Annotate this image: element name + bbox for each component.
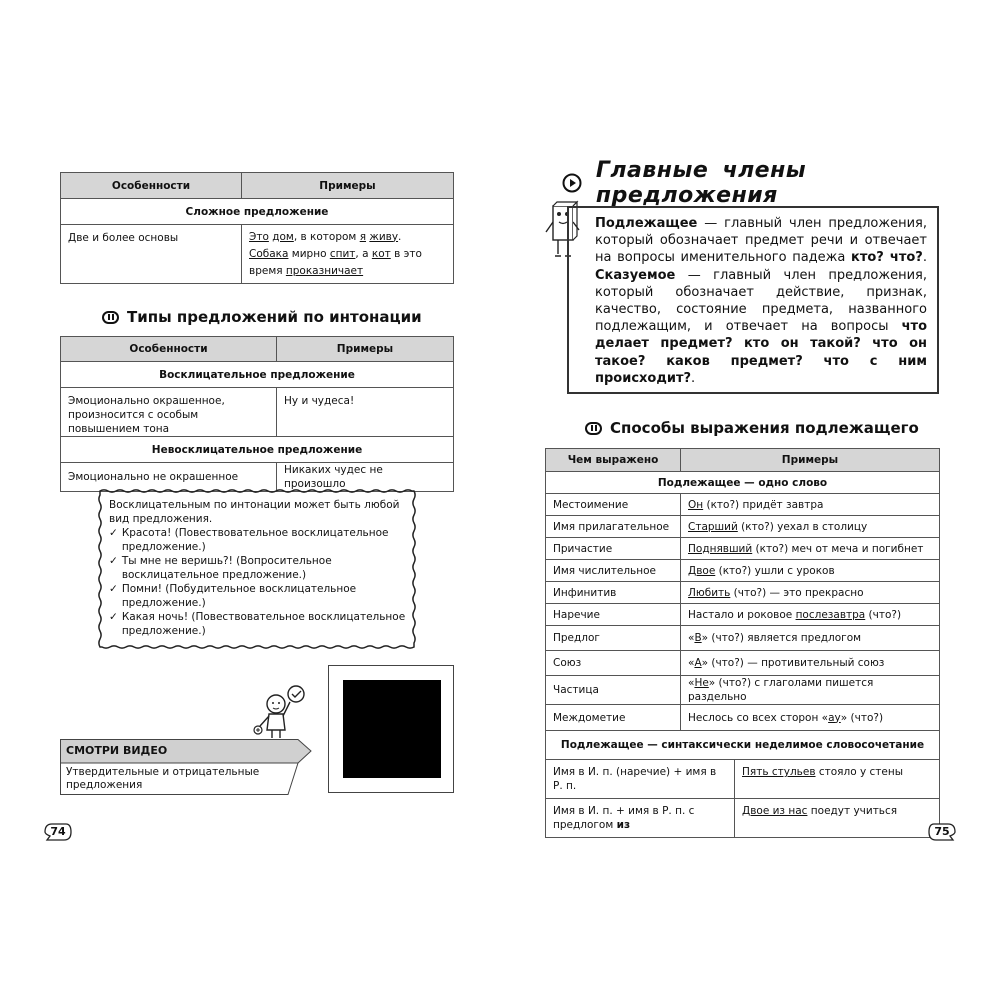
section-row: Подлежащее — синтаксически неделимое словосочетание [546,731,940,760]
table-row [546,651,940,676]
example-line: Собака мирно спит, а кот в это [249,247,422,260]
column-header: Особенности [61,173,242,199]
note-intro: Восклицательным по интонации может быть любой вид предложения. [109,499,400,525]
section-title: Типы предложений по интонации [127,308,422,326]
page-title: Главные члены предложения [562,168,1000,198]
note-item: ✓ Какая ночь! (Повествовательное восклицательное предложение.) [109,611,406,637]
expression-type: Имя числительное [546,560,681,582]
subject-expression-table [545,448,940,838]
note-item: ✓ Красота! (Повествовательное восклицательное предложение.) [109,527,389,553]
example-cell [242,225,454,284]
subject-section-heading [585,418,919,438]
expression-type: Имя в И. п. (наречие) + имя в Р. п. [546,760,735,799]
predicate-term: Сказуемое [595,267,676,283]
example-cell: Он (кто?) придёт завтра [681,494,940,516]
table-row [546,582,940,604]
watch-video-box [60,739,312,795]
example-cell: Никаких чудес не произошло [277,463,454,492]
expression-type: Причастие [546,538,681,560]
expression-type: Наречие [546,604,681,626]
column-header: Примеры [681,449,940,472]
section-row: Невосклицательное предложение [61,437,454,463]
watch-video-text: Утвердительные и отрицательные предложения [66,766,260,791]
page-number-left: 74 [44,823,72,841]
section-row: Подлежащее — одно слово [546,472,940,494]
feature-cell: Две и более основы [61,225,242,284]
expression-type: Инфинитив [546,582,681,604]
example-line: время проказничает [249,264,364,277]
qr-code[interactable] [328,665,454,793]
predicate-questions: что делает предмет? кто он такой? что он такое? каков предмет? что с ним происходит? [595,319,927,386]
intonation-section-heading [102,307,422,327]
example-cell: Настало и роковое послезавтра (что?) [681,604,940,626]
watch-video-label: СМОТРИ ВИДЕО [66,744,168,757]
table-row [546,626,940,651]
example-cell: Неслось со всех сторон «ау» (что?) [681,705,940,731]
note-box [97,488,417,650]
table-row [546,604,940,626]
girl-character-icon [250,684,306,740]
check-icon: ✓ [109,583,118,595]
complex-sentence-table [60,172,454,284]
example-cell: Двое (кто?) ушли с уроков [681,560,940,582]
intonation-table [60,336,454,492]
table-row [546,494,940,516]
subject-term: Подлежащее [595,216,698,231]
expression-type: Частица [546,676,681,705]
expression-type: Междометие [546,705,681,731]
table-row [546,538,940,560]
page-number-right: 75 [928,823,956,841]
pause-icon [585,422,602,435]
example-cell: Пять стульев стояло у стены [735,760,940,799]
example-cell: «А» (что?) — противительный союз [681,651,940,676]
check-icon: ✓ [109,555,118,567]
expression-type: Предлог [546,626,681,651]
expression-type: Союз [546,651,681,676]
note-item: ✓ Ты мне не веришь?! (Вопросительное восклицательное предложение.) [109,555,332,581]
pause-icon [102,311,119,324]
table-row [546,560,940,582]
table-row [546,799,940,838]
example-cell: «В» (что?) является предлогом [681,626,940,651]
feature-cell: Эмоционально не окрашенное [61,463,277,492]
example-cell: Поднявший (кто?) меч от меча и погибнет [681,538,940,560]
example-cell: Ну и чудеса! [277,388,454,437]
predicate-definition: — главный член предложения, который обозначает действие, признак, качество, состояние предмета, названного подлежащим, и отвечает на вопросы [595,267,927,335]
section-row: Восклицательное предложение [61,362,454,388]
example-cell: Старший (кто?) уехал в столицу [681,516,940,538]
example-cell: Любить (что?) — это прекрасно [681,582,940,604]
example-cell: «Не» (что?) с глаголами пишется раздельно [681,676,940,705]
play-icon [562,173,582,193]
section-row: Сложное предложение [61,199,454,225]
expression-type: Имя прилагательное [546,516,681,538]
feature-cell: Эмоционально окрашенное, произносится с особым повышением тона [61,388,277,437]
expression-type: Имя в И. п. + имя в Р. п. с предлогом из [546,799,735,838]
note-item: ✓ Помни! (Побудительное восклицательное предложение.) [109,583,357,609]
expression-type: Местоимение [546,494,681,516]
section-title: Способы выражения подлежащего [610,419,919,437]
table-row [546,676,940,705]
table-row [546,705,940,731]
check-icon: ✓ [109,527,118,539]
column-header: Примеры [277,337,454,362]
check-icon: ✓ [109,611,118,623]
column-header: Примеры [242,173,454,199]
table-row [546,516,940,538]
column-header: Особенности [61,337,277,362]
subject-definition: — главный член предложения, который обозначает предмет речи и отвечает на вопросы именительного падежа [595,216,927,266]
example-line: Это дом, в котором я живу. [249,230,402,243]
column-header: Чем выражено [546,449,681,472]
example-cell: Двое из нас поедут учиться [735,799,940,838]
table-row [546,760,940,799]
subject-questions: кто? что? [851,250,923,266]
definition-box: Подлежащее — главный член предложения, который обозначает предмет речи и отвечает на вопросы именительного падежа кто? что?. Сказуемое — главный член предложения, который обозначает действие, признак, качество, состояние предмета, названного подлежащим, и отвечает на вопросы что делает предмет? кто он такой? что он такое? каков предмет? что с ним происходит?. [567,206,939,394]
